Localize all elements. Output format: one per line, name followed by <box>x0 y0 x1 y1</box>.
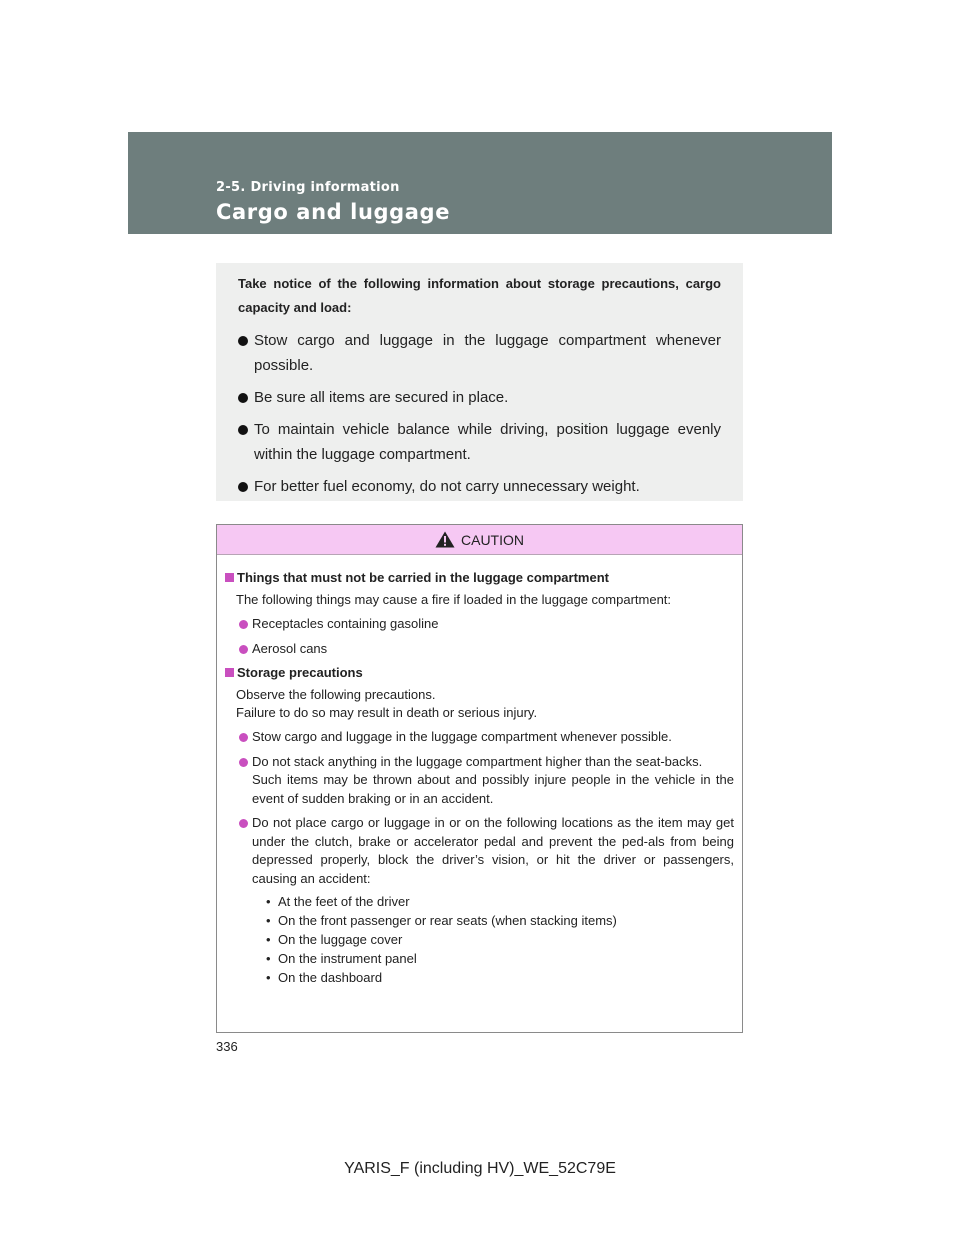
sub-heading: Things that must not be carried in the luggage compartment <box>225 569 734 587</box>
bullet-icon <box>238 393 248 403</box>
bullet-icon <box>238 336 248 346</box>
list-item-text: To maintain vehicle balance while driving, position luggage evenly within the luggage compartment. <box>254 421 721 463</box>
paragraph-line: Observe the following precautions. <box>236 687 436 702</box>
bullet-icon <box>238 482 248 492</box>
bullet-icon <box>238 425 248 435</box>
section-header <box>128 132 832 234</box>
bullet-icon <box>239 758 248 767</box>
document-footer: YARIS_F (including HV)_WE_52C79E <box>344 1160 616 1177</box>
intro-text: Take notice of the following information about storage precautions, cargo capacity and load: <box>238 276 721 315</box>
paragraph-line: Failure to do so may result in death or serious injury. <box>236 705 538 720</box>
bullet-icon <box>239 733 248 742</box>
caution-box <box>216 524 743 1033</box>
location-item: • At the feet of the driver <box>266 892 734 911</box>
list-item <box>238 385 721 410</box>
list-item <box>238 328 721 378</box>
caution-body <box>217 555 742 987</box>
list-item: Aerosol cans <box>239 640 734 659</box>
intro-list <box>238 328 721 499</box>
list-item: Receptacles containing gasoline <box>239 615 734 634</box>
page-number: 336 <box>216 1039 238 1054</box>
intro-box <box>216 263 743 501</box>
sub-heading: Storage precautions <box>225 664 734 682</box>
location-item: • On the luggage cover <box>266 930 734 949</box>
list-item-text: Stow cargo and luggage in the luggage compartment whenever possible. <box>254 332 721 374</box>
list-item-note: Such items may be thrown about and possibly injure people in the vehicle in the event of sudden braking or in an accident. <box>252 772 734 806</box>
section-label: 2-5. Driving information <box>216 180 400 195</box>
locations-list <box>266 892 734 987</box>
list-item-text: For better fuel economy, do not carry unnecessary weight. <box>254 478 640 495</box>
bullet-icon <box>239 620 248 629</box>
square-bullet-icon <box>225 573 234 582</box>
location-item: • On the front passenger or rear seats (when stacking items) <box>266 911 734 930</box>
list-item <box>238 417 721 467</box>
paragraph: The following things may cause a fire if loaded in the luggage compartment: <box>236 592 672 607</box>
bullet-icon <box>239 819 248 828</box>
paragraph <box>236 686 734 722</box>
list-item: Stow cargo and luggage in the luggage compartment whenever possible. <box>239 728 734 747</box>
list-item: Do not place cargo or luggage in or on the following locations as the item may get under the clutch, brake or accelerator pedal and prevent the ped-als from being depressed properly, block the driver’s vision, or hit the driver or passengers, causing an accident: • At the feet of the driver • On the front passenger or rear seats (when stacking items) • On the luggage cover • On the instrument panel • On the dashboard <box>239 814 734 987</box>
bullet-icon <box>239 645 248 654</box>
page-title: Cargo and luggage <box>216 200 451 224</box>
location-item: • On the instrument panel <box>266 949 734 968</box>
list-item: Do not stack anything in the luggage compartment higher than the seat-backs. Such items may be thrown about and possibly injure people in the vehicle in the event of sudden braking or in an accident. <box>239 753 734 809</box>
caution-header <box>217 525 742 555</box>
caution-label: CAUTION <box>461 531 524 548</box>
square-bullet-icon <box>225 668 234 677</box>
location-item: • On the dashboard <box>266 968 734 987</box>
list-item-text: Be sure all items are secured in place. <box>254 389 509 406</box>
list-item <box>238 474 721 499</box>
warning-triangle-icon <box>435 531 455 548</box>
